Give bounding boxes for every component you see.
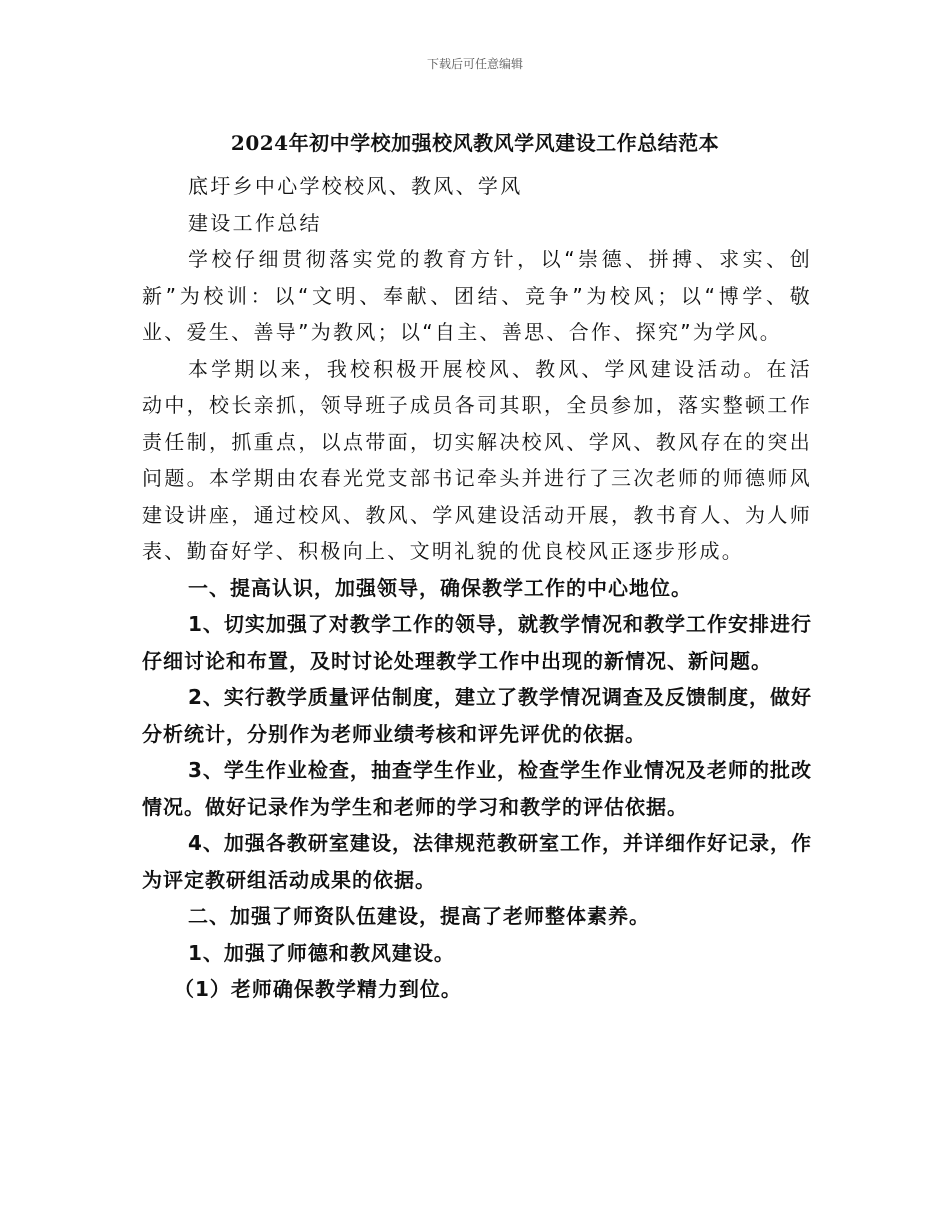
section-1-item-3: 3、学生作业检查，抽查学生作业，检查学生作业情况及老师的批改情况。做好记录作为学生和老师的学习和教学的评估依据。 [142,758,812,819]
document-title: 2024年初中学校加强校风教风学风建设工作总结范本 [230,131,720,155]
section-1-item-2: 2、实行教学质量评估制度，建立了教学情况调查及反馈制度，做好分析统计，分别作为老师业绩考核和评先评优的依据。 [142,685,812,746]
school-name-line: 底圩乡中心学校校风、教风、学风 [188,174,523,198]
section-2-item-1: 1、加强了师德和教风建设。 [188,940,455,965]
section-heading-2: 二、加强了师资队伍建设，提高了老师整体素养。 [188,904,650,928]
intro-paragraph: 学校仔细贯彻落实党的教育方针，以“崇德、拼搏、求实、创新”为校训：以“文明、奉献、团结、竞争”为校风；以“博学、敬业、爱生、善导”为教风；以“自主、善思、合作、探究”为学风。 [142,247,812,344]
section-1-item-4: 4、加强各教研室建设，法律规范教研室工作，并详细作好记录，作为评定教研组活动成果的依据。 [142,831,812,892]
section-1-item-1: 1、切实加强了对教学工作的领导，就教学情况和教学工作安排进行仔细讨论和布置，及时讨论处理教学工作中出现的新情况、新问题。 [142,612,812,673]
subtitle-line: 建设工作总结 [188,210,322,235]
overview-paragraph: 本学期以来，我校积极开展校风、教风、学风建设活动。在活动中，校长亲抓，领导班子成员各司其职，全员参加，落实整顿工作责任制，抓重点，以点带面，切实解决校风、学风、教风存在的突出问题。本学期由农春光党支部书记牵头并进行了三次老师的师德师风建设讲座，通过校风、教风、学风建设活动开展，教书育人、为人师表、勤奋好学、积极向上、文明礼貌的优良校风正逐步形成。 [142,356,812,563]
document-body [142,168,812,1008]
section-heading-1: 一、提高认识，加强领导，确保教学工作的中心地位。 [188,575,692,600]
page-header-note: 下载后可任意编辑 [426,57,523,71]
section-2-subitem-1: （1）老师确保教学精力到位。 [174,977,462,1001]
